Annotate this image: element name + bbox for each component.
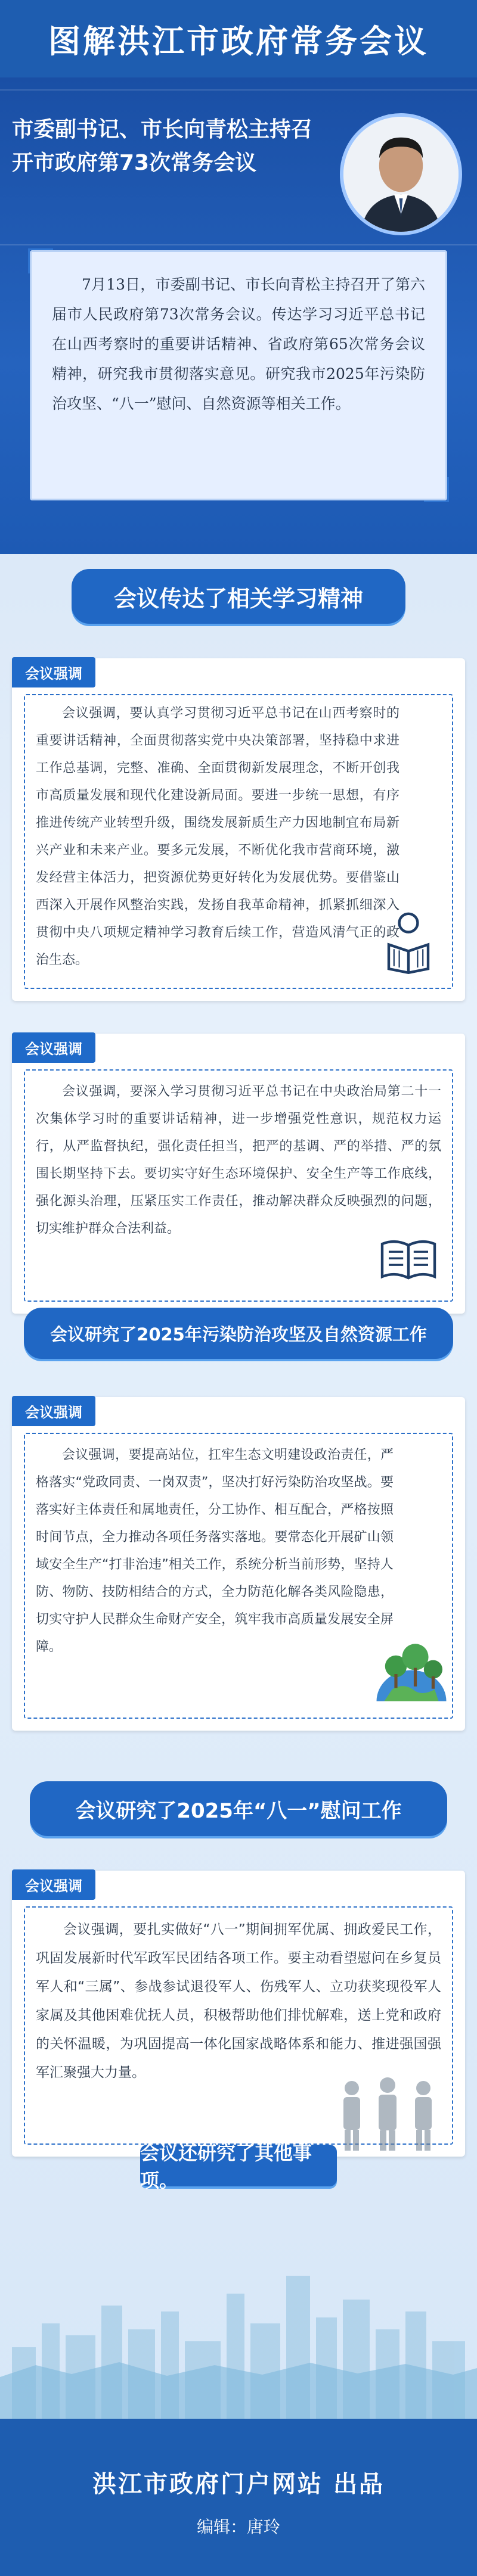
intro-text: 7月13日，市委副书记、市长向青松主持召开了第六届市人民政府第73次常务会议。传达学习习近平总书记在山西考察时的重要讲话精神、省政府第65次常务会议精神，研究我市贯彻落实意见。研究我市2025年污染防治攻坚、“八一”慰问、自然资源等相关工作。 xyxy=(52,276,425,412)
content-card-3 xyxy=(12,1397,465,1731)
divider xyxy=(0,244,477,245)
corner-decoration xyxy=(424,477,449,502)
city-skyline-illustration xyxy=(0,2240,477,2419)
corner-decoration xyxy=(28,248,53,273)
section-banner-bayi: 会议研究了2025年“八一”慰问工作 xyxy=(30,1781,447,1836)
header xyxy=(0,0,477,77)
reading-person-icon xyxy=(376,909,441,974)
page-title: 图解洪江市政府常务会议 xyxy=(48,22,429,60)
meeting-subtitle: 市委副书记、市长向青松主持召开市政府第73次常务会议 xyxy=(12,117,313,175)
card-tag: 会议强调 xyxy=(12,1869,95,1900)
card-text: 会议强调，要提高站位，扛牢生态文明建设政治责任，严格落实“党政同责、一岗双责”，坚决打好污染防治攻坚战。要落实好主体责任和属地责任，分工协作、相互配合，严格按照时间节点，全力推动各项任务落实落地。要常态化开展矿山领域安全生产“打非治违”相关工作，系统分析当前形势，坚持人防、物防、技防相结合的方式，全力防范化解各类风险隐患，切实守护人民群众生命财产安全，筑牢我市高质量发展安全屏障。 xyxy=(36,1448,394,1654)
footer-brand: 洪江市政府门户网站 出品 xyxy=(92,2471,385,2498)
footer xyxy=(0,2419,477,2576)
saluting-soldiers-icon xyxy=(328,2073,447,2151)
divider xyxy=(0,89,477,91)
content-card-4 xyxy=(12,1871,465,2157)
hero-section xyxy=(0,77,477,554)
intro-box xyxy=(30,250,447,500)
card-text: 会议强调，要认真学习贯彻习近平总书记在山西考察时的重要讲话精神，全面贯彻落实党中央决策部署，坚持稳中求进工作总基调，完整、准确、全面贯彻新发展理念，不断开创我市高质量发展和现代化建设新局面。要进一步统一思想，有序推进传统产业转型升级，围绕发展新质生产力因地制宜布局新兴产业和未来产业。要多元发展，不断优化我市营商环境，激发经营主体活力，把资源优势更好转化为发展优势。要借鉴山西深入开展作风整治实践，发扬自我革命精神，抓紧抓细深入贯彻中央八项规定精神学习教育后续工作，营造风清气正的政治生态。 xyxy=(36,706,399,967)
person-icon xyxy=(343,117,459,232)
content-card-1 xyxy=(12,658,465,1001)
card-text: 会议强调，要深入学习贯彻习近平总书记在中央政治局第二十一次集体学习时的重要讲话精神，进一步增强党性意识，规范权力运行，从严监督执纪，强化责任担当，把严的基调、严的举措、严的氛围长期坚持下去。要切实守好生态环境保护、安全生产等工作底线，强化源头治理，压紧压实工作责任，推动解决群众反映强烈的问题，切实维护群众合法利益。 xyxy=(36,1084,441,1236)
card-tag: 会议强调 xyxy=(12,1396,95,1426)
section-banner-pollution: 会议研究了2025年污染防治攻坚及自然资源工作 xyxy=(24,1308,453,1359)
footer-editor: 编辑：唐玲 xyxy=(196,2517,280,2537)
card-tag: 会议强调 xyxy=(12,657,95,687)
card-tag: 会议强调 xyxy=(12,1032,95,1063)
portrait-photo xyxy=(340,113,462,235)
card-text: 会议强调，要扎实做好“八一”期间拥军优属、拥政爱民工作，巩固发展新时代军政军民团结各项工作。要主动看望慰问在乡复员军人和“三属”、参战参试退役军人、伤残军人、立功获奖现役军人家属及其他困难优抚人员，积极帮助他们排忧解难，送上党和政府的关怀温暖，为巩固提高一体化国家战略体系和能力、推进强国强军汇聚强大力量。 xyxy=(36,1922,441,2080)
section-banner-study: 会议传达了相关学习精神 xyxy=(72,569,405,624)
content-card-2 xyxy=(12,1034,465,1314)
closing-note: 会议还研究了其他事项。 xyxy=(140,2145,337,2186)
earth-trees-icon xyxy=(373,1635,450,1713)
open-book-icon xyxy=(376,1224,441,1290)
